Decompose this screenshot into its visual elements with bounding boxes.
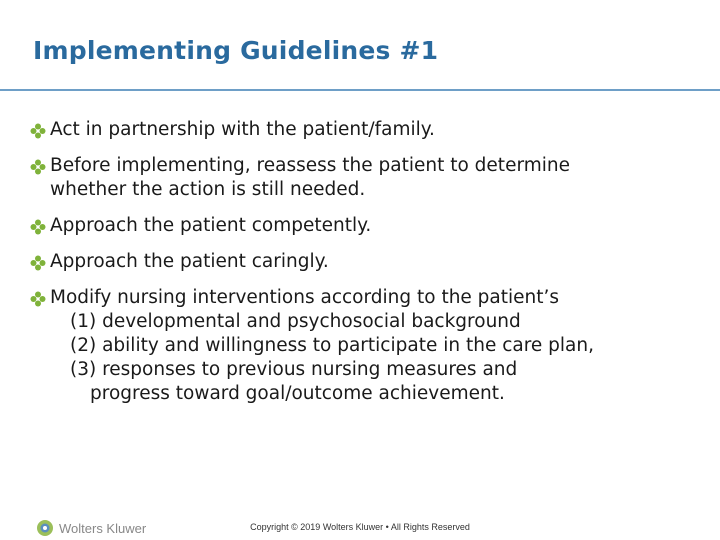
bullet-text: whether the action is still needed. [50, 179, 366, 200]
slide-title: Implementing Guidelines #1 [33, 36, 439, 65]
bullet-text: Approach the patient caringly. [50, 251, 329, 272]
bullet-item [30, 118, 700, 142]
diamond-bullet-icon [30, 123, 46, 139]
logo-text: Wolters Kluwer [59, 520, 147, 536]
bullet-item [30, 154, 700, 202]
bullet-list [30, 118, 700, 418]
bullet-text: Modify nursing interventions according to the patient’s [50, 287, 560, 308]
bullet-text: Act in partnership with the patient/family. [50, 119, 435, 140]
diamond-bullet-icon [30, 291, 46, 307]
bullet-text: Approach the patient competently. [50, 215, 372, 236]
title-divider [0, 89, 720, 91]
copyright-text: Copyright © 2019 Wolters Kluwer • All Rights Reserved [250, 522, 470, 532]
bullet-subline: (1) developmental and psychosocial background [70, 311, 521, 332]
diamond-bullet-icon [30, 255, 46, 271]
bullet-subline: (2) ability and willingness to participate in the care plan, [70, 335, 594, 356]
bullet-subline: progress toward goal/outcome achievement. [90, 383, 505, 404]
bullet-item [30, 214, 700, 238]
bullet-item [30, 250, 700, 274]
bullet-text: Before implementing, reassess the patient to determine [50, 155, 570, 176]
diamond-bullet-icon [30, 159, 46, 175]
diamond-bullet-icon [30, 219, 46, 235]
bullet-subline: (3) responses to previous nursing measures and [70, 359, 518, 380]
bullet-item [30, 286, 700, 406]
